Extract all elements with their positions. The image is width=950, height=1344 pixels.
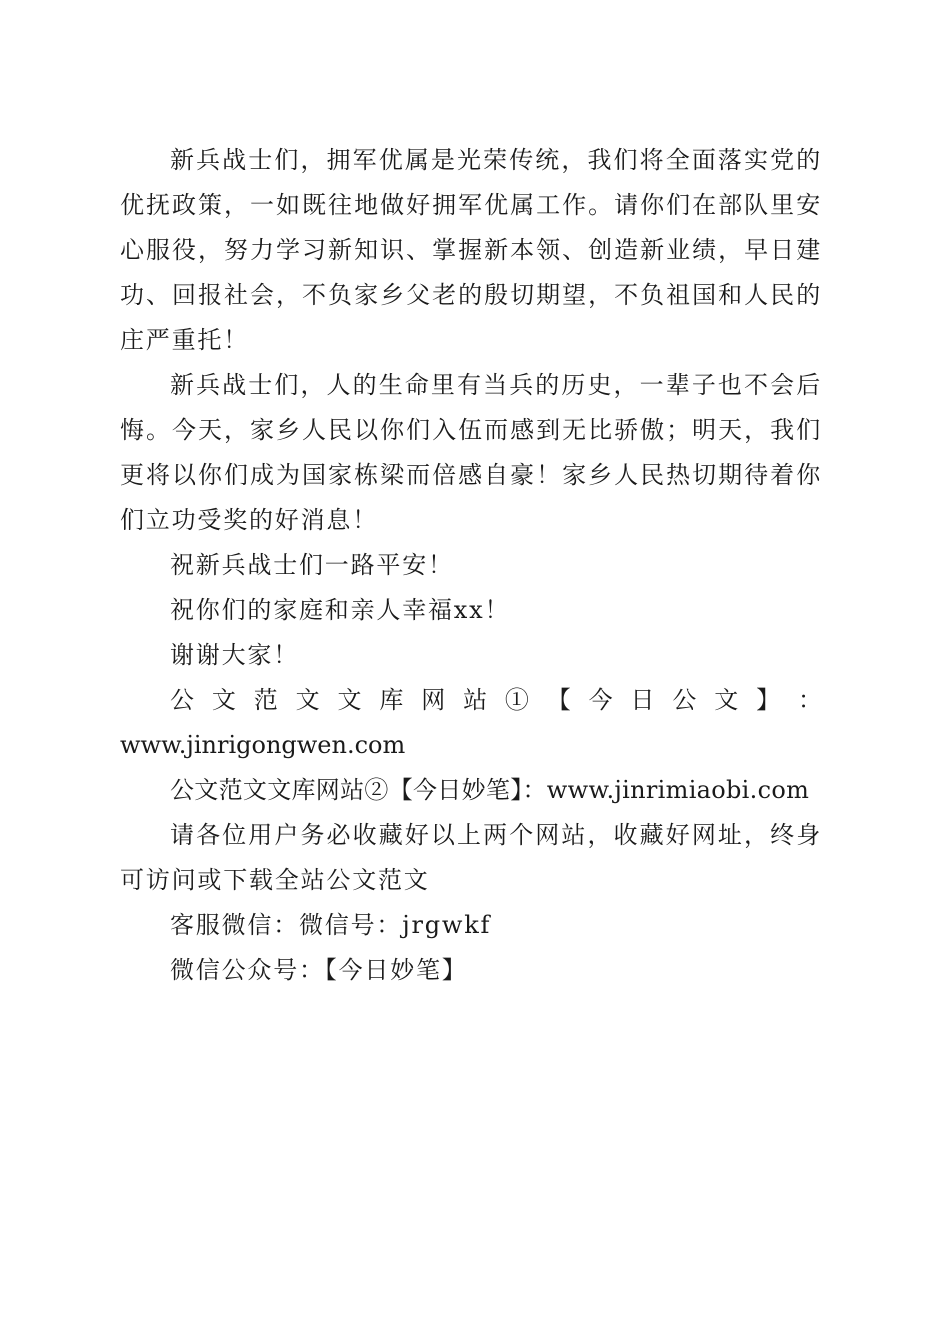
paragraph-wish-safe-journey: 祝新兵战士们一路平安！: [170, 551, 454, 579]
paragraph-soldier-history: 新兵战士们，人的生命里有当兵的历史，一辈子也不会后悔。今天，家乡人民以你们入伍而感到无比骄傲；明天，我们更将以你们成为国家栋梁而倍感自豪！家乡人民热切期待着你们立功受奖的好消息！: [120, 371, 822, 534]
site-1-block: [120, 678, 822, 768]
site-1-label: 公 文 范 文 文 库 网 站 ① 【 今 日 公 文 】 ：: [170, 686, 822, 714]
paragraph-support-troops: 新兵战士们，拥军优属是光荣传统，我们将全面落实党的优抚政策，一如既往地做好拥军优属工作。请你们在部队里安心服役，努力学习新知识、掌握新本领、创造新业绩，早日建功、回报社会，不负家乡父老的殷切期望，不负祖国和人民的庄严重托！: [120, 146, 822, 354]
paragraph-wish-family: 祝你们的家庭和亲人幸福xx！: [170, 596, 511, 624]
bookmark-notice: 请各位用户务必收藏好以上两个网站，收藏好网址，终身可访问或下载全站公文范文: [120, 821, 822, 894]
site-1-url[interactable]: www.jinrigongwen.com: [120, 731, 406, 759]
official-account: 微信公众号：【今日妙笔】: [170, 956, 468, 984]
document-body: [120, 138, 822, 993]
site-2-line[interactable]: 公文范文文库网站②【今日妙笔】：www.jinrimiaobi.com: [170, 776, 810, 804]
paragraph-thanks: 谢谢大家！: [170, 641, 299, 669]
customer-service-wechat: 客服微信：微信号：jrgwkf: [170, 911, 492, 939]
